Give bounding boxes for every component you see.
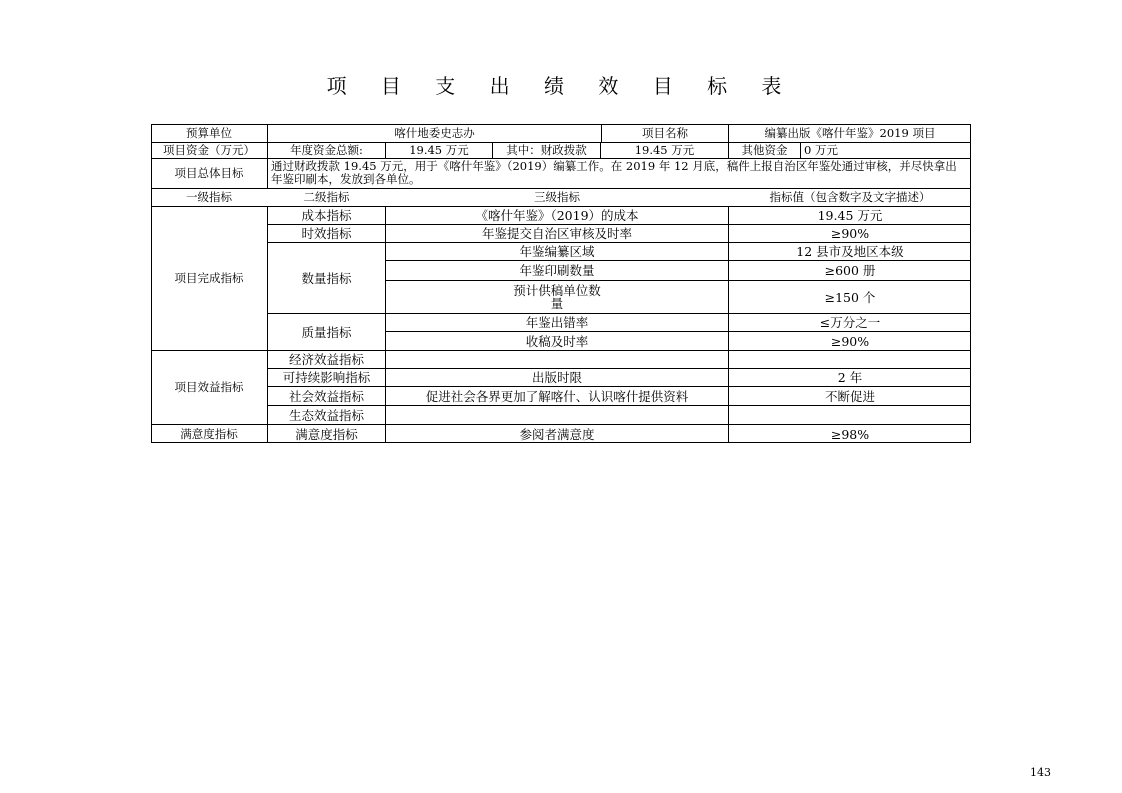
quality-item-submission: 收稿及时率: [525, 333, 589, 349]
column-header-level2: 二级指标: [303, 190, 350, 204]
social-benefit-item: 促进社会各界更加了解喀什、认识喀什提供资料: [425, 388, 689, 404]
quality-value-submission: ≥90%: [830, 333, 870, 349]
fiscal-value: 19.45 万元: [634, 143, 695, 157]
sustainable-impact-value: 2 年: [837, 370, 863, 385]
project-name-label: 项目名称: [642, 126, 688, 140]
column-header-level1: 一级指标: [186, 190, 232, 204]
cost-indicator-value: 19.45 万元: [817, 208, 883, 223]
quantity-item-contributors-line1: 预计供稿单位数: [513, 283, 601, 298]
page-title: 项 目 支 出 绩 效 目 标 表: [326, 74, 796, 98]
other-funds-label: 其他资金: [741, 143, 788, 157]
page-number: 143: [1030, 766, 1051, 779]
social-benefit-label: 社会效益指标: [288, 388, 364, 404]
quantity-value-region: 12 县市及地区本级: [796, 244, 904, 259]
satisfaction-sub-label: 满意度指标: [295, 426, 358, 442]
timeliness-indicator-item: 年鉴提交自治区审核及时率: [481, 226, 632, 241]
quantity-value-contributors: ≥150 个: [824, 289, 876, 305]
completion-indicators-label: 项目完成指标: [174, 271, 244, 285]
quality-item-error-rate: 年鉴出错率: [525, 315, 589, 330]
quantity-item-print: 年鉴印刷数量: [519, 263, 595, 278]
column-header-value: 指标值（包含数字及文字描述）: [769, 190, 931, 204]
annual-total-label: 年度资金总额:: [290, 143, 363, 157]
satisfaction-indicators-label: 满意度指标: [180, 426, 238, 441]
overall-goal-text: 通过财政拨款 19.45 万元，用于《喀什年鉴》（2019）编纂工作。在 2019 年 12 月底，稿件上报自治区年鉴处通过审核，并尽快拿出年鉴印刷本，发放到各单位。: [271, 159, 957, 186]
quality-value-error-rate: ≤万分之一: [819, 315, 881, 330]
sustainable-impact-label: 可持续影响指标: [282, 370, 371, 385]
project-name-value: 编纂出版《喀什年鉴》2019 项目: [764, 126, 936, 140]
timeliness-indicator-label: 时效指标: [301, 226, 352, 241]
quantity-item-contributors-line2: 量: [550, 296, 564, 311]
funds-label: 项目资金（万元）: [163, 143, 255, 157]
performance-table: [151, 124, 971, 443]
budget-unit-label: 预算单位: [186, 126, 232, 140]
economic-benefit-label: 经济效益指标: [288, 352, 364, 367]
timeliness-indicator-value: ≥90%: [830, 226, 870, 241]
overall-goal-label: 项目总体目标: [174, 166, 244, 180]
budget-unit-value: 喀什地委史志办: [394, 126, 475, 140]
sustainable-impact-item: 出版时限: [531, 370, 582, 385]
quantity-indicator-label: 数量指标: [301, 270, 352, 286]
cost-indicator-label: 成本指标: [301, 208, 352, 223]
satisfaction-item: 参阅者满意度: [519, 426, 595, 442]
satisfaction-value: ≥98%: [830, 426, 870, 442]
fiscal-label: 其中：财政拨款: [506, 143, 587, 157]
annual-total-value: 19.45 万元: [409, 143, 469, 157]
other-funds-value: 0 万元: [804, 143, 838, 157]
column-header-level3: 三级指标: [534, 190, 580, 204]
ecological-benefit-label: 生态效益指标: [288, 407, 364, 423]
benefit-indicators-label: 项目效益指标: [174, 380, 244, 394]
cost-indicator-item: 《喀什年鉴》（2019）的成本: [475, 208, 639, 223]
quantity-value-print: ≥600 册: [824, 263, 876, 278]
quantity-item-region: 年鉴编纂区域: [519, 244, 595, 259]
quality-indicator-label: 质量指标: [301, 324, 352, 340]
quantity-item-contributors: [386, 281, 728, 313]
social-benefit-value: 不断促进: [824, 388, 875, 404]
